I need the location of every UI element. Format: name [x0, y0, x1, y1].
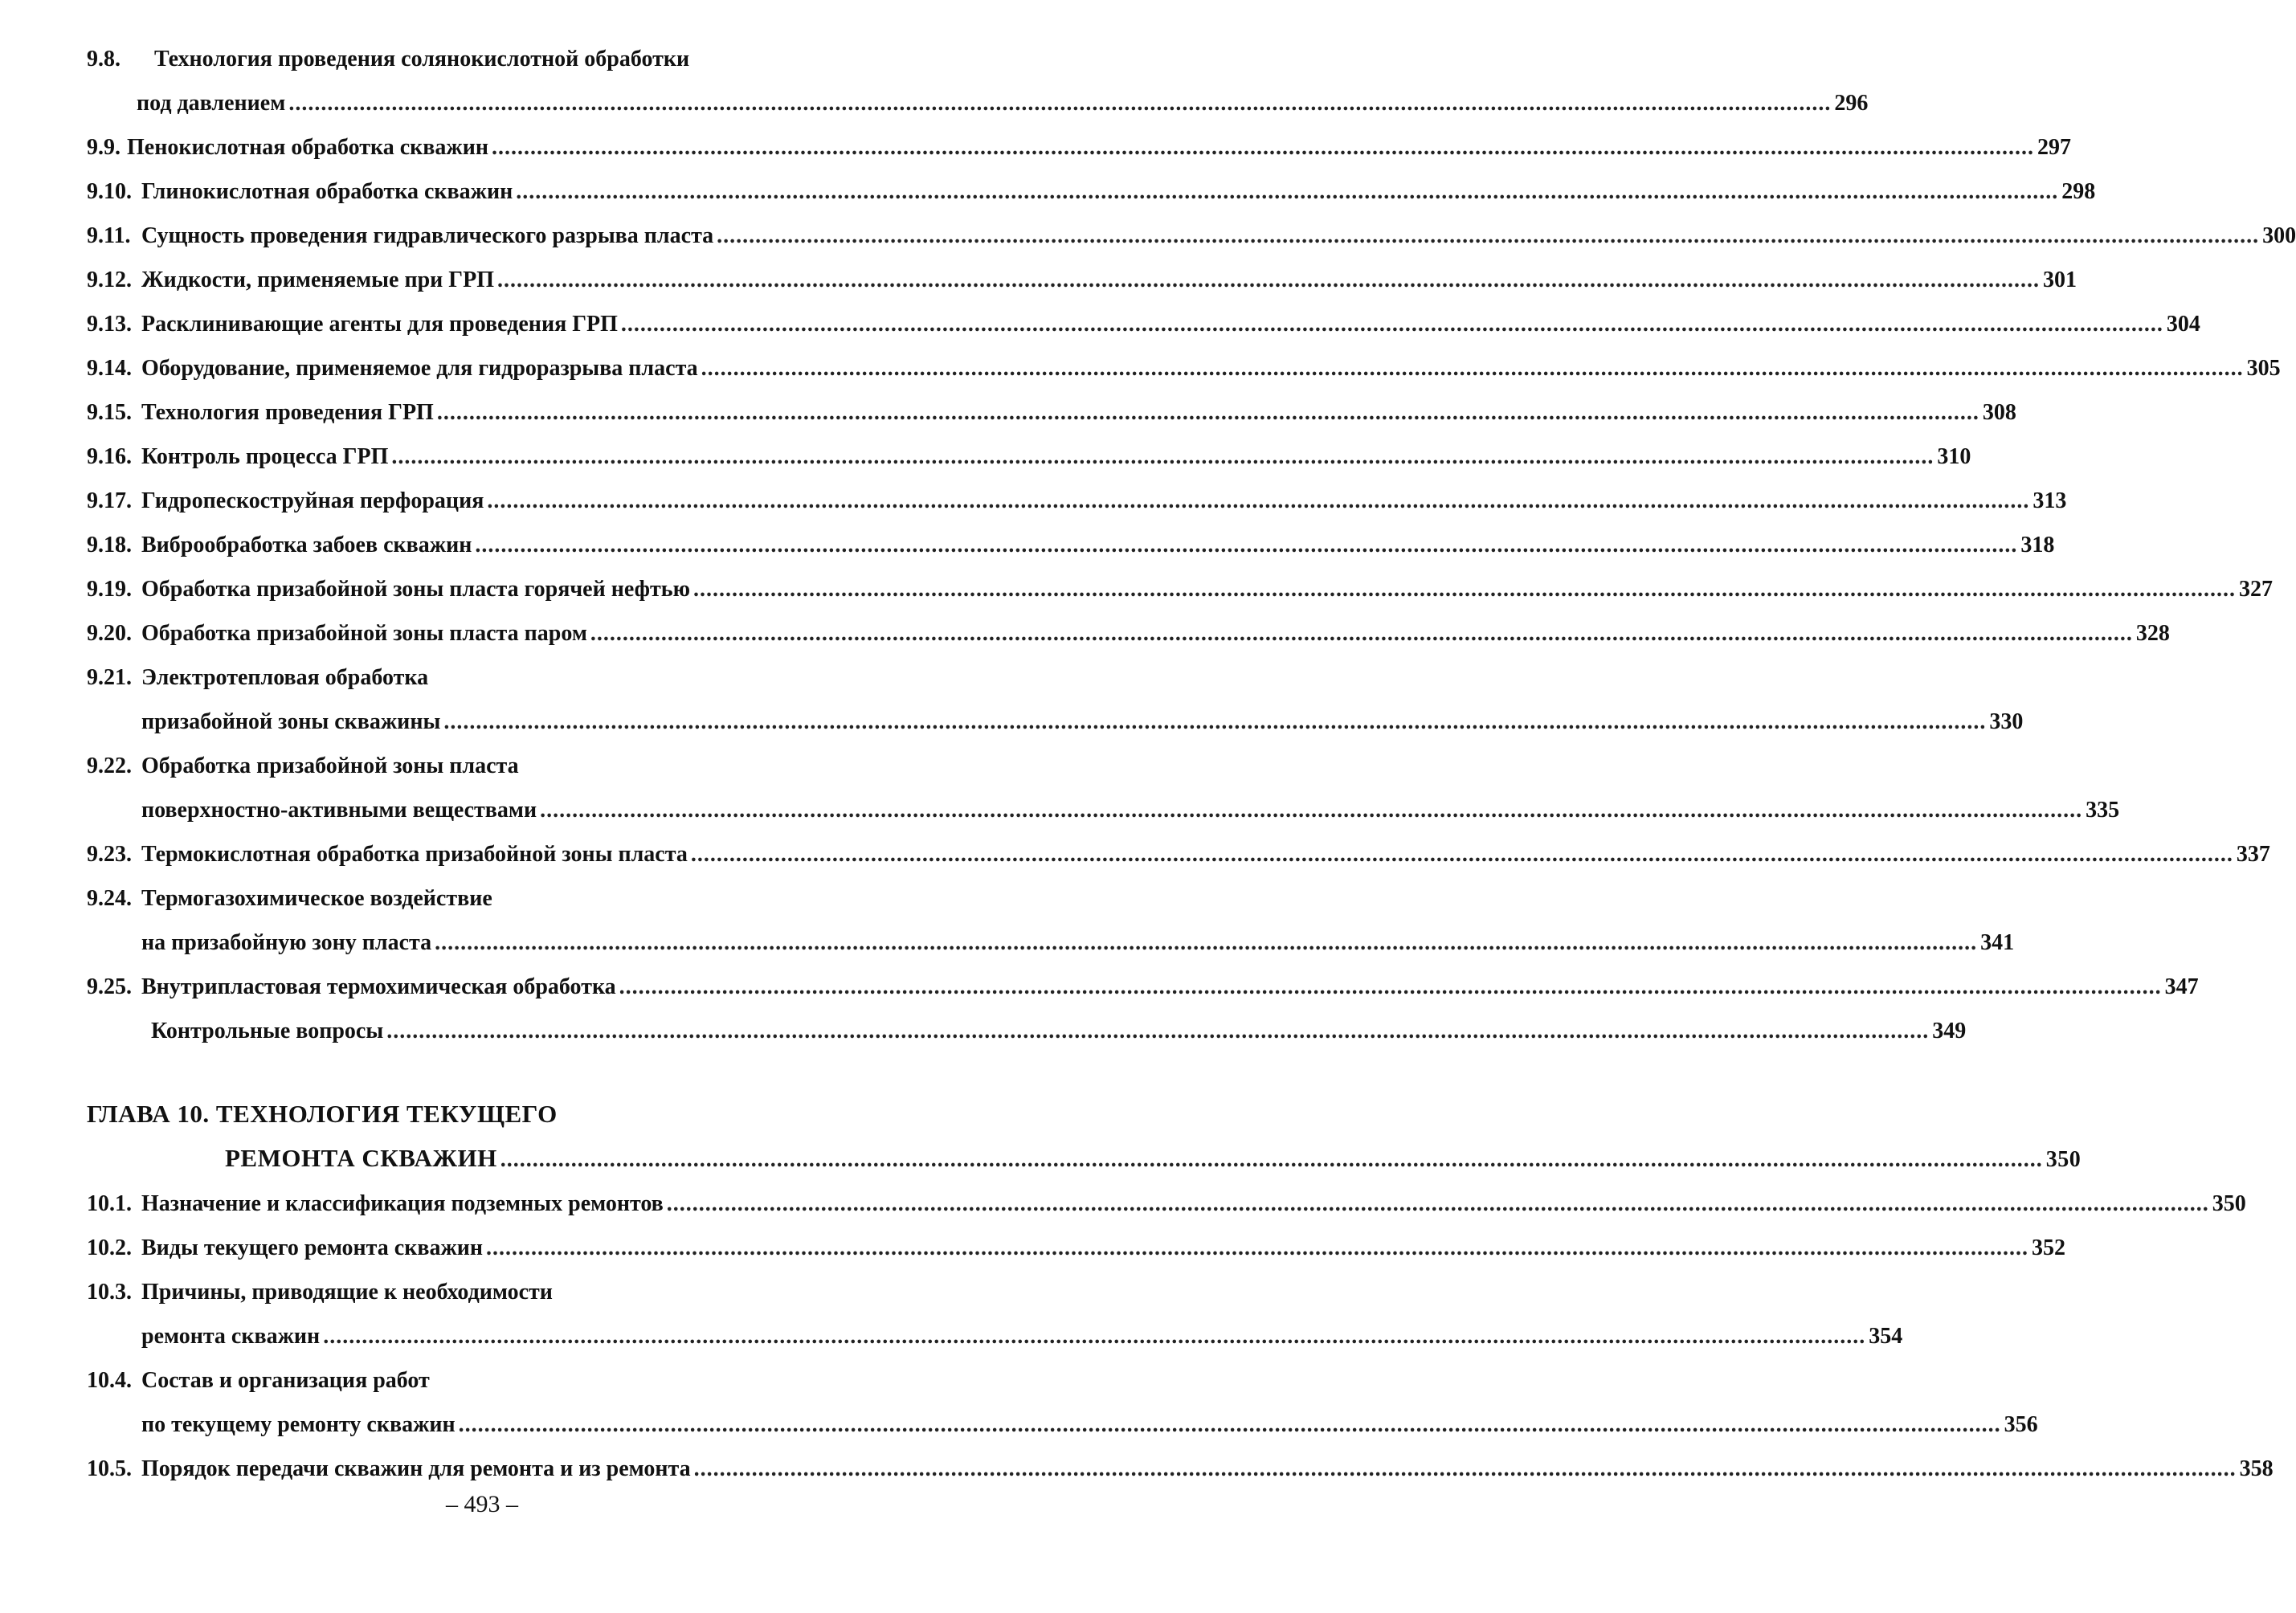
section-title: Расклинивающие агенты для проведения ГРП	[141, 312, 618, 337]
section-number: 9.24.	[87, 886, 132, 911]
page-number: 358	[2239, 1456, 2274, 1481]
section-title: Сущность проведения гидравлического разрыва пласта	[141, 223, 714, 248]
toc-entry-10-1[interactable]	[87, 1182, 2246, 1226]
dot-leader	[486, 1226, 2028, 1270]
toc-entry-9-23[interactable]	[87, 832, 2270, 876]
section-title: поверхностно-активными веществами	[141, 798, 537, 823]
page-number: 341	[1980, 930, 2015, 955]
toc-entry-9-24-cont[interactable]	[87, 921, 2015, 965]
section-number: 9.12.	[87, 267, 132, 292]
section-number: 9.8.	[87, 47, 121, 71]
toc-entry-9-15[interactable]	[87, 390, 2016, 435]
section-title: Технология проведения ГРП	[141, 400, 434, 425]
page-number: 304	[2166, 312, 2200, 337]
section-title: Внутрипластовая термохимическая обработка	[141, 974, 616, 999]
dot-leader	[459, 1403, 2001, 1447]
page-number: 350	[2045, 1147, 2082, 1172]
toc-entry-10-3-cont[interactable]	[87, 1314, 1903, 1358]
section-number: 9.16.	[87, 444, 132, 469]
section-title: Термогазохимическое воздействие	[141, 886, 492, 911]
section-title: Контрольные вопросы	[151, 1019, 384, 1043]
section-title: на призабойную зону пласта	[141, 930, 432, 955]
page-number: 327	[2238, 577, 2273, 602]
page-number: 296	[1834, 91, 1869, 116]
section-number: 9.15.	[87, 400, 132, 425]
dot-leader	[619, 965, 2162, 1009]
dot-leader	[691, 832, 2233, 876]
section-number: 10.5.	[87, 1456, 132, 1481]
table-of-contents	[87, 37, 2296, 1491]
section-number: 10.1.	[87, 1191, 132, 1216]
page-number: 308	[1982, 400, 2016, 425]
dot-leader	[540, 788, 2082, 832]
section-title: ремонта скважин	[141, 1324, 321, 1349]
section-title: под давлением	[137, 91, 286, 116]
toc-entry-9-22[interactable]	[87, 744, 890, 788]
page-number: 305	[2246, 356, 2281, 381]
page-number: 300	[2262, 223, 2296, 248]
toc-entry-10-5[interactable]	[87, 1447, 2274, 1491]
section-title: Технология проведения солянокислотной обработки	[154, 47, 690, 71]
page-number: 301	[2043, 267, 2077, 292]
page-number: 356	[2004, 1412, 2038, 1437]
section-title: по текущему ремонту скважин	[141, 1412, 456, 1437]
dot-leader	[693, 567, 2236, 611]
page-number: 318	[2020, 533, 2055, 557]
dot-leader	[590, 611, 2133, 655]
section-number: 9.13.	[87, 312, 132, 337]
section-number: 9.23.	[87, 842, 132, 867]
dot-leader	[437, 390, 1979, 435]
section-number: 10.2.	[87, 1235, 132, 1260]
toc-entry-10-4[interactable]	[87, 1358, 890, 1403]
section-number: 10.4.	[87, 1368, 132, 1393]
section-title: призабойной зоны скважины	[141, 709, 441, 734]
section-title: Состав и организация работ	[141, 1368, 430, 1393]
section-title: Порядок передачи скважин для ремонта и из ремонта	[141, 1456, 691, 1481]
page-number: 328	[2135, 621, 2170, 646]
section-title: Гидропескоструйная перфорация	[141, 488, 484, 513]
page-number: 297	[2037, 135, 2071, 160]
dot-leader	[717, 214, 2259, 258]
toc-entry-9-8-cont[interactable]	[87, 81, 1869, 125]
section-number: 9.19.	[87, 577, 132, 602]
section-number: 9.20.	[87, 621, 132, 646]
toc-entry-9-19[interactable]	[87, 567, 2273, 611]
section-title: Обработка призабойной зоны пласта	[141, 753, 519, 778]
section-title: Оборудование, применяемое для гидроразрыва пласта	[141, 356, 698, 381]
toc-entry-9-12[interactable]	[87, 258, 2077, 302]
section-number: 9.9.	[87, 135, 121, 160]
section-title: Виброобработка забоев скважин	[141, 533, 472, 557]
toc-entry-9-8[interactable]	[87, 37, 890, 81]
toc-entry-9-14[interactable]	[87, 346, 2281, 390]
section-number: 9.25.	[87, 974, 132, 999]
dot-leader	[475, 523, 2017, 567]
dot-leader	[391, 435, 1934, 479]
dot-leader	[694, 1447, 2237, 1491]
section-title: Назначение и классификация подземных ремонтов	[141, 1191, 664, 1216]
toc-entry-9-20[interactable]	[87, 611, 2170, 655]
toc-entry-9-16[interactable]	[87, 435, 1971, 479]
page-number: 350	[2212, 1191, 2246, 1216]
page-number: 352	[2032, 1235, 2066, 1260]
page-number: 335	[2086, 798, 2120, 823]
chapter-title-line1: ГЛАВА 10. ТЕХНОЛОГИЯ ТЕКУЩЕГО	[87, 1100, 558, 1128]
section-number: 9.14.	[87, 356, 132, 381]
section-title: Контроль процесса ГРП	[141, 444, 389, 469]
dot-leader	[386, 1009, 1929, 1053]
section-title: Виды текущего ремонта скважин	[141, 1235, 484, 1260]
dot-leader	[516, 169, 2058, 214]
chapter-title-line2: РЕМОНТА СКВАЖИН	[225, 1144, 497, 1172]
section-number: 9.11.	[87, 223, 131, 248]
section-title: Обработка призабойной зоны пласта горячей нефтью	[141, 577, 690, 602]
section-title: Жидкости, применяемые при ГРП	[141, 267, 495, 292]
dot-leader	[500, 1137, 2043, 1182]
toc-entry-questions[interactable]	[87, 1009, 1967, 1053]
toc-entry-9-25[interactable]	[87, 965, 2199, 1009]
section-number: 9.17.	[87, 488, 132, 513]
dot-leader	[443, 700, 1986, 744]
dot-leader	[323, 1314, 1865, 1358]
toc-entry-10-3[interactable]	[87, 1270, 890, 1314]
section-title: Пенокислотная обработка скважин	[127, 135, 488, 160]
section-number: 10.3.	[87, 1280, 132, 1305]
dot-leader	[492, 125, 2034, 169]
toc-entry-10-4-cont[interactable]	[87, 1403, 2038, 1447]
page-number: 337	[2236, 842, 2270, 867]
page-number: 330	[1989, 709, 2024, 734]
section-number: 9.21.	[87, 665, 132, 690]
section-title: Глинокислотная обработка скважин	[141, 179, 513, 204]
toc-entry-9-9[interactable]	[87, 125, 2071, 169]
section-number: 9.18.	[87, 533, 132, 557]
page-number: 310	[1937, 444, 1971, 469]
toc-entry-9-21[interactable]	[87, 655, 890, 700]
page-number: 313	[2032, 488, 2067, 513]
dot-leader	[487, 479, 2029, 523]
section-title: Электротепловая обработка	[141, 665, 429, 690]
toc-entry-9-17[interactable]	[87, 479, 2067, 523]
page-footer-number: – 493 –	[446, 1491, 518, 1517]
section-number: 9.10.	[87, 179, 132, 204]
dot-leader	[667, 1182, 2209, 1226]
toc-entry-9-22-cont[interactable]	[87, 788, 2120, 832]
dot-leader	[497, 258, 2040, 302]
dot-leader	[288, 81, 1831, 125]
page-number: 347	[2164, 974, 2199, 999]
toc-entry-9-24[interactable]	[87, 876, 890, 921]
toc-entry-9-10[interactable]	[87, 169, 2096, 214]
page-number: 354	[1869, 1324, 1903, 1349]
toc-entry-9-18[interactable]	[87, 523, 2055, 567]
page-number: 349	[1932, 1019, 1967, 1043]
toc-entry-9-13[interactable]	[87, 302, 2200, 346]
chapter-heading[interactable]	[87, 1092, 2082, 1182]
section-title: Причины, приводящие к необходимости	[141, 1280, 553, 1305]
dot-leader	[435, 921, 1977, 965]
dot-leader	[621, 302, 2163, 346]
section-title: Обработка призабойной зоны пласта паром	[141, 621, 587, 646]
toc-entry-10-2[interactable]	[87, 1226, 2066, 1270]
section-number: 9.22.	[87, 753, 132, 778]
section-title: Термокислотная обработка призабойной зоны пласта	[141, 842, 688, 867]
page-number: 298	[2061, 179, 2096, 204]
dot-leader	[701, 346, 2244, 390]
toc-entry-9-21-cont[interactable]	[87, 700, 2024, 744]
toc-entry-9-11[interactable]	[87, 214, 2296, 258]
